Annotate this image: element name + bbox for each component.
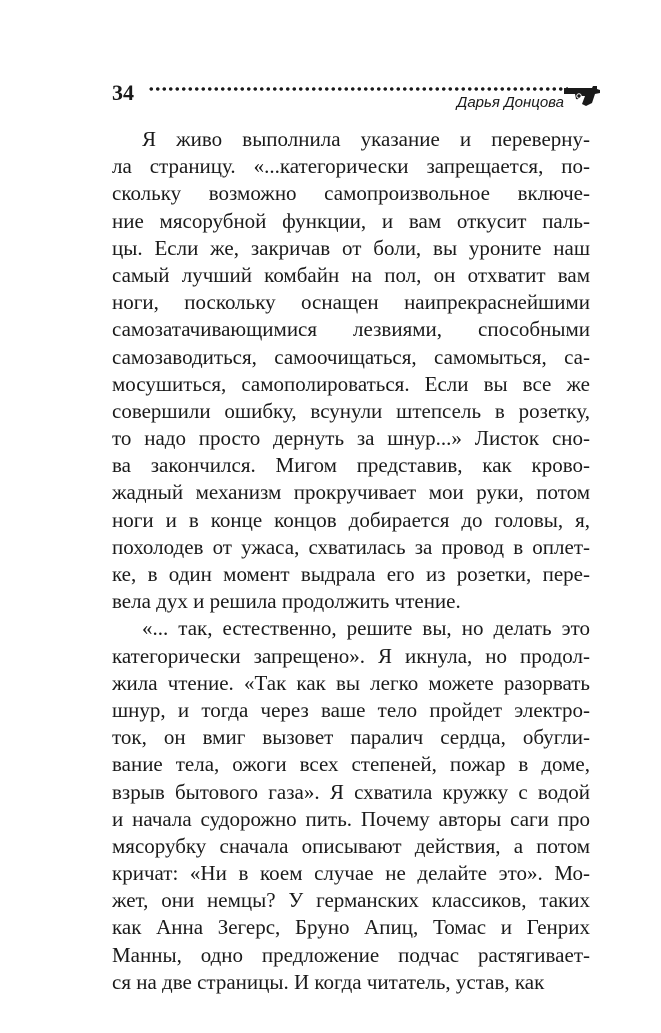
text-line: жила чтение. «Так как вы легко можете разорвать: [112, 670, 590, 695]
text-line: ва закончился. Мигом представив, как крово-: [112, 453, 590, 478]
author-name: Дарья Донцова: [456, 94, 564, 111]
text-line: самозаводиться, самоочищаться, самомыться, са-: [112, 344, 590, 369]
text-line: самый лучший комбайн на пол, он отхватит вам: [112, 262, 590, 287]
paragraph: [112, 615, 590, 996]
text-line: цы. Если же, закричав от боли, вы уроните наш: [112, 235, 590, 260]
text-line: похолодев от ужаса, схватилась за провод в оплет-: [112, 534, 590, 559]
text-line: ние мясорубной функции, и вам откусит паль-: [112, 208, 590, 233]
text-line: ноги, поскольку оснащен наипрекраснейшими: [112, 290, 590, 315]
text-line: шнур, и тогда через ваше тело пройдет электро-: [112, 697, 590, 722]
text-line: скольку возможно самопроизвольное включе-: [112, 181, 590, 206]
running-header: [112, 78, 602, 118]
text-line: Манны, одно предложение подчас растягивает-: [112, 942, 590, 967]
text-line: то надо просто дернуть за шнур...» Листок сно-: [112, 426, 590, 451]
text-line: ток, он вмиг вызовет паралич сердца, обугли-: [112, 725, 590, 750]
text-line: и начала судорожно пить. Почему авторы саги про: [112, 806, 590, 831]
dotted-leader: [148, 86, 568, 92]
text-line: жадный механизм прокручивает мои руки, потом: [112, 480, 590, 505]
text-line: мясорубку сначала описывают действия, а потом: [112, 833, 590, 858]
revolver-icon: [562, 82, 602, 108]
text-line: как Анна Зегерс, Бруно Апиц, Томас и Генрих: [112, 915, 590, 940]
body-text: [112, 126, 590, 996]
text-line: мосушиться, самополироваться. Если вы все же: [112, 371, 590, 396]
text-line: взрыв бытового газа». Я схватила кружку с водой: [112, 779, 590, 804]
text-line: ла страницу. «...категорически запрещается, по-: [112, 154, 590, 179]
text-line: совершили ошибку, всунули штепсель в розетку,: [112, 398, 590, 423]
text-line: кричат: «Ни в коем случае не делайте это». Мо-: [112, 861, 590, 886]
page-number: 34: [112, 80, 134, 105]
paragraph: [112, 126, 590, 615]
text-line: ке, в один момент выдрала его из розетки, пере-: [112, 562, 590, 586]
text-line: вание тела, ожоги всех степеней, пожар в доме,: [112, 752, 590, 777]
text-line: категорически запрещено». Я икнула, но продол-: [112, 643, 590, 668]
text-line: ся на две страницы. И когда читатель, устав, как: [112, 969, 545, 994]
text-line: самозатачивающимися лезвиями, способными: [112, 317, 590, 342]
text-line: «... так, естественно, решите вы, но делать это: [142, 616, 590, 641]
text-line: ноги и в конце концов добирается до головы, я,: [112, 507, 590, 532]
text-line: жет, они немцы? У германских классиков, таких: [112, 888, 590, 913]
text-line: вела дух и решила продолжить чтение.: [112, 589, 461, 614]
text-line: Я живо выполнила указание и переверну-: [142, 127, 590, 151]
